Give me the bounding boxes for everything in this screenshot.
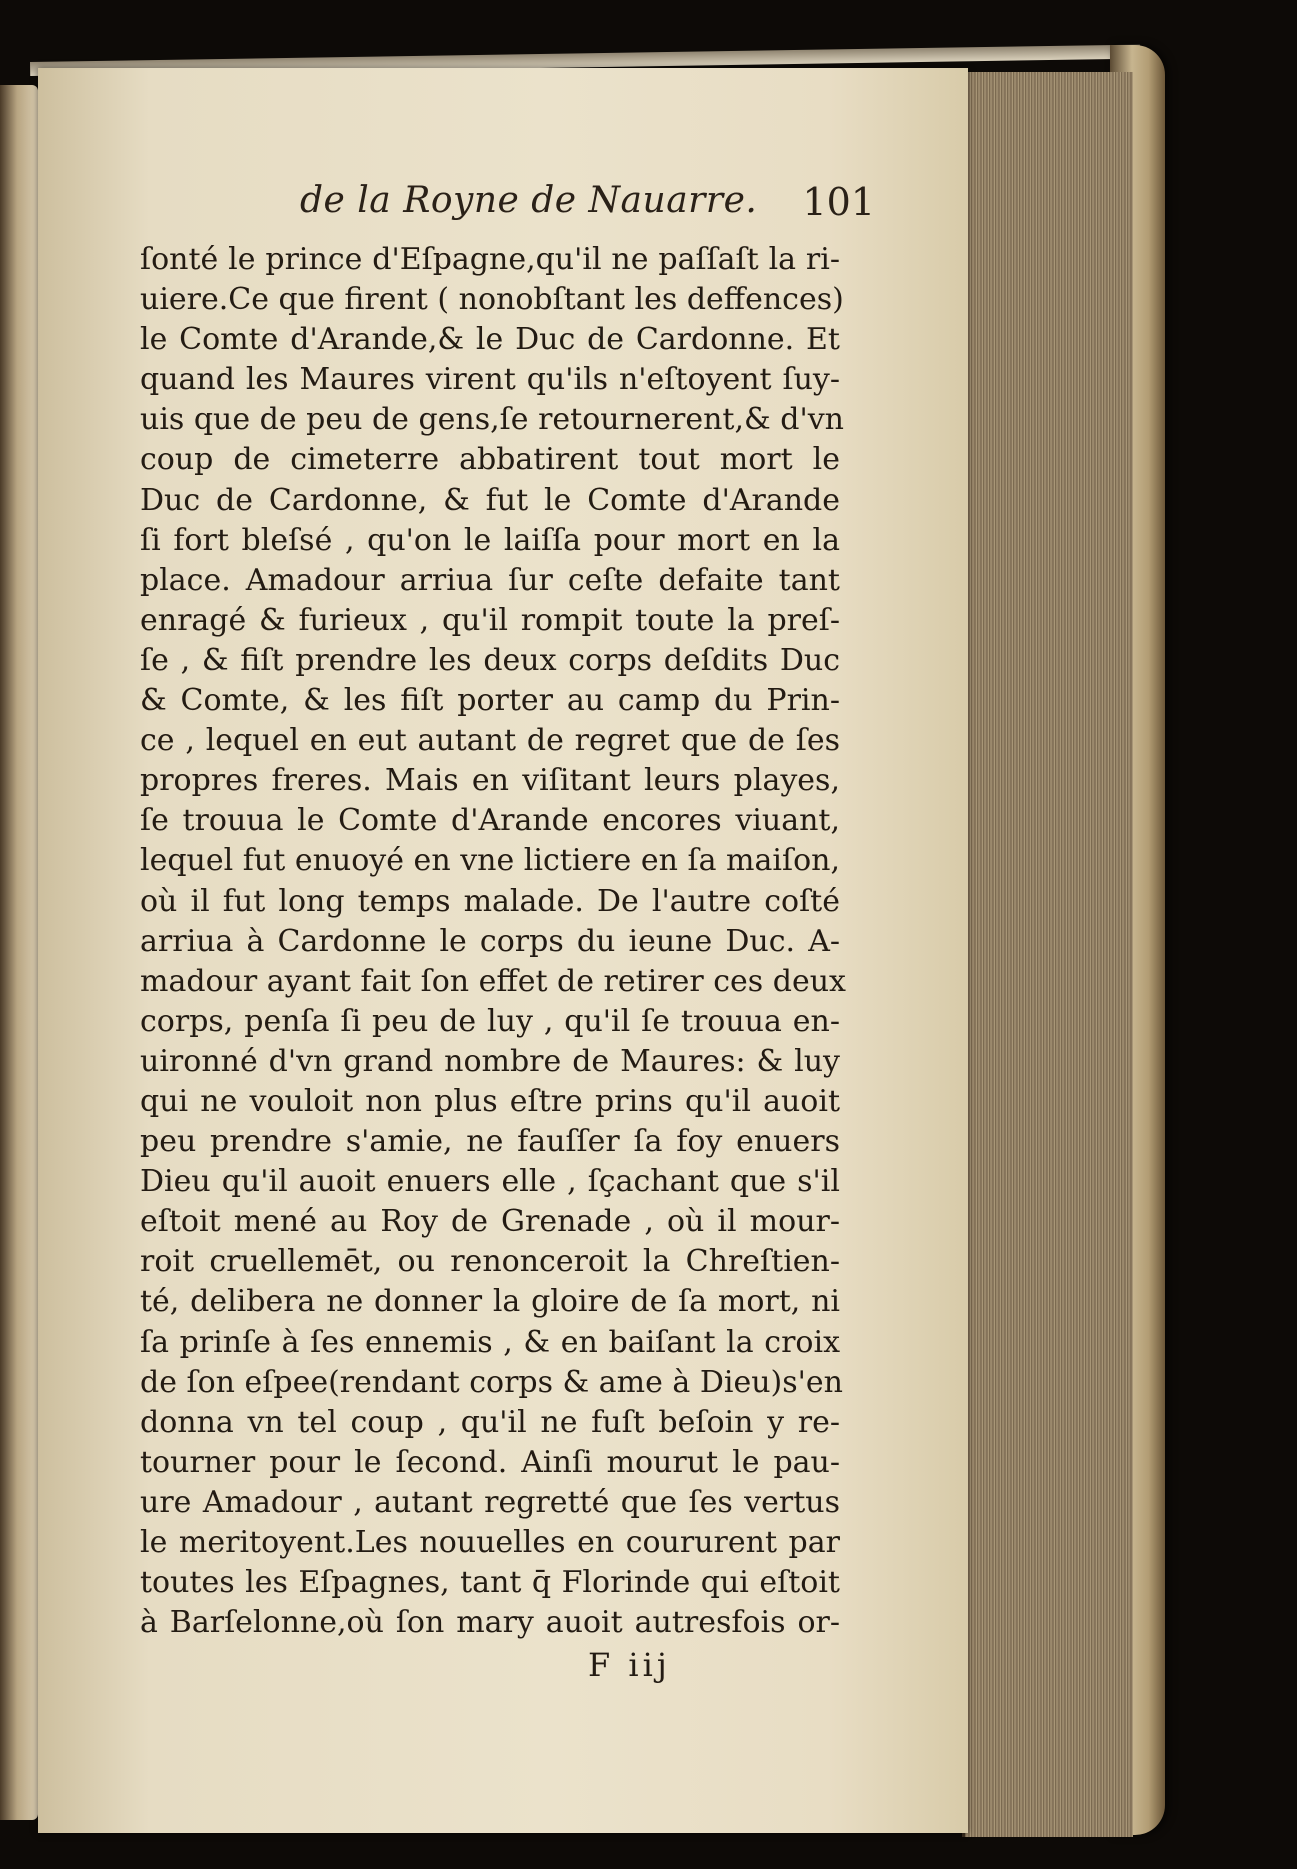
text-line: place. Amadour arriua ſur ceſte defaite tant	[140, 562, 840, 598]
text-line: qui ne vouloit non plus eſtre prins qu'il auoit	[140, 1083, 840, 1119]
text-line: ſi fort bleſsé , qu'on le laiſſa pour mort en la	[140, 522, 840, 558]
text-line: toutes les Eſpagnes, tant q̄ Florinde qui eſtoit	[140, 1565, 840, 1601]
text-line: donna vn tel coup , qu'il ne fuſt beſoin y re-	[140, 1404, 840, 1440]
text-line: roit cruellemēt, ou renonceroit la Chreſtien-	[140, 1244, 840, 1280]
text-line: tourner pour le ſecond. Ainſi mourut le pau-	[140, 1444, 840, 1480]
signature-mark: F iij	[588, 1646, 671, 1684]
running-head-title: de la Royne de Nauarre.	[300, 180, 758, 221]
text-line: madour ayant fait ſon effet de retirer ces deux	[140, 963, 846, 999]
text-line: lequel fut enuoyé en vne lictiere en ſa maiſon,	[140, 843, 840, 879]
text-line: & Comte, & les fiſt porter au camp du Prin-	[140, 683, 840, 719]
text-line: à Barſelonne,où ſon mary auoit autresfois or-	[140, 1605, 840, 1641]
text-line: uis que de peu de gens,ſe retournerent,& d'vn	[140, 402, 844, 438]
text-line: propres freres. Mais en viſitant leurs playes,	[140, 763, 840, 799]
text-line: quand les Maures virent qu'ils n'eſtoyent ſuy-	[140, 362, 840, 398]
text-line: enragé & furieux , qu'il rompit toute la preſ-	[140, 602, 840, 638]
text-line: ſe , & fiſt prendre les deux corps deſdits Duc	[140, 642, 840, 678]
text-line: Duc de Cardonne, & fut le Comte d'Arande	[140, 482, 840, 518]
running-head	[140, 180, 875, 232]
text-line: arriua à Cardonne le corps du ieune Duc. A-	[140, 923, 840, 959]
text-line: uironné d'vn grand nombre de Maures: & luy	[140, 1043, 840, 1079]
text-line: le meritoyent.Les nouuelles en coururent par	[140, 1525, 840, 1560]
text-line: ſa prinſe à ſes ennemis , & en baiſant la croix	[140, 1324, 840, 1360]
text-line: té, delibera ne donner la gloire de ſa mort, ni	[140, 1284, 840, 1320]
text-line: ure Amadour , autant regretté que ſes vertus	[140, 1484, 840, 1520]
facing-page-edge	[0, 85, 38, 1820]
text-line: Dieu qu'il auoit enuers elle , ſçachant que s'il	[140, 1164, 840, 1200]
text-line: uiere.Ce que firent ( nonobſtant les deffences)	[140, 282, 844, 318]
text-line: le Comte d'Arande,& le Duc de Cardonne. Et	[140, 322, 840, 358]
page-number: 101	[802, 180, 875, 224]
fore-edge-pages	[962, 72, 1133, 1837]
text-line: où il fut long temps malade. De l'autre coſté	[140, 883, 840, 919]
text-line: coup de cimeterre abbatirent tout mort le	[140, 442, 840, 478]
body-text	[140, 240, 846, 1643]
text-line: corps, penſa ſi peu de luy , qu'il ſe trouua en-	[140, 1003, 840, 1039]
text-line: ſonté le prince d'Eſpagne,qu'il ne paſſaſt la ri-	[140, 242, 840, 277]
text-line: eſtoit mené au Roy de Grenade , où il mour-	[140, 1204, 840, 1240]
text-line: ſe trouua le Comte d'Arande encores viuant,	[140, 803, 840, 839]
text-line: peu prendre s'amie, ne fauſſer ſa foy enuers	[140, 1124, 840, 1160]
text-line: de ſon eſpee(rendant corps & ame à Dieu)s'en	[140, 1364, 843, 1400]
text-line: ce , lequel en eut autant de regret que de ſes	[140, 723, 840, 759]
